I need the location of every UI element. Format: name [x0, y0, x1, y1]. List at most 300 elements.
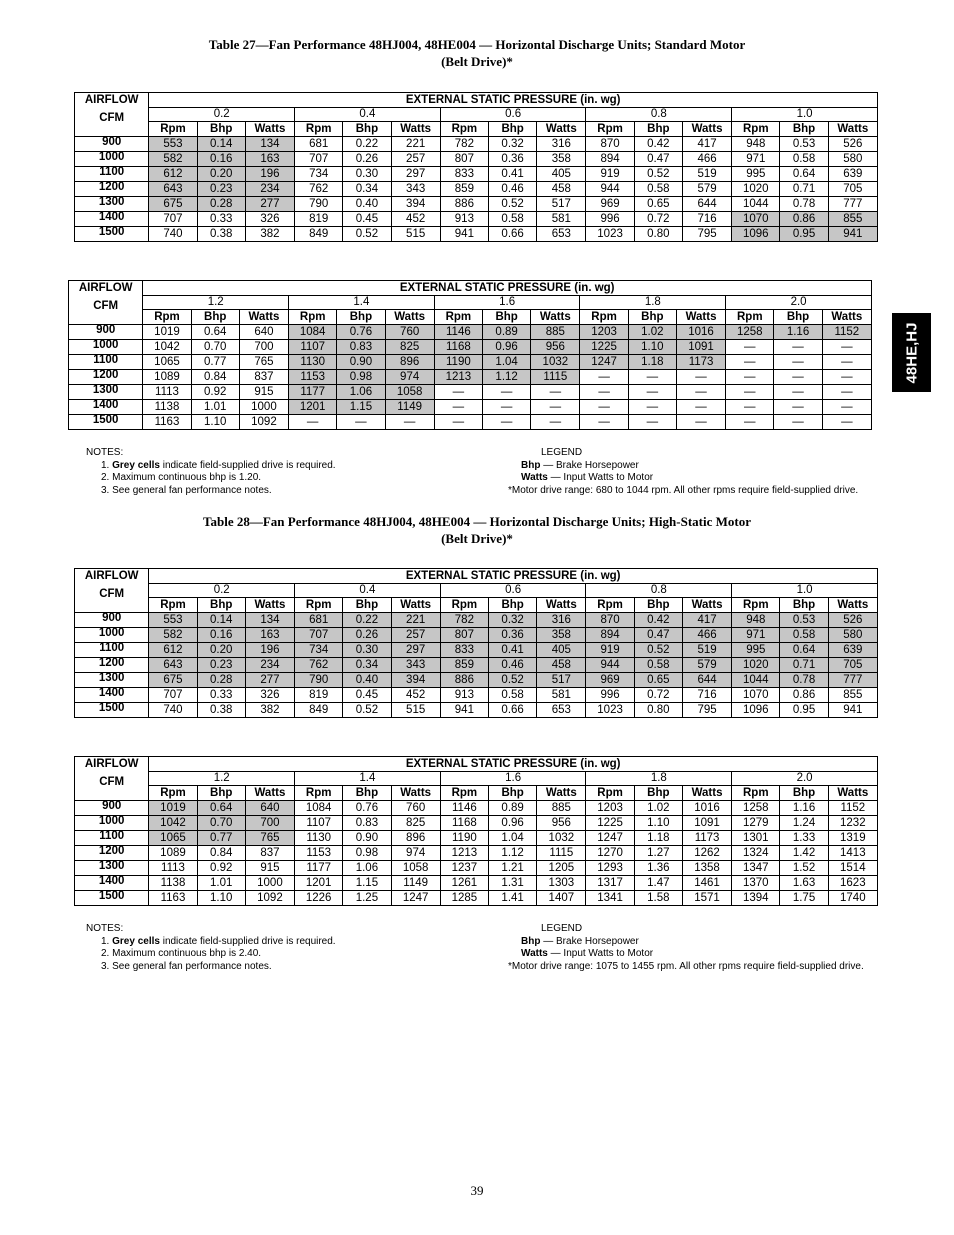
- pressure-row: [75, 108, 878, 122]
- table-cell: 859: [440, 658, 488, 673]
- table-cell: 1205: [537, 861, 586, 876]
- cfm-value: 1500: [75, 891, 149, 906]
- table-cell: 234: [245, 182, 294, 197]
- airflow-label: AIRFLOW: [69, 281, 143, 296]
- column-header: Watts: [537, 122, 586, 137]
- table-cell: 1.10: [197, 891, 245, 906]
- table-row: [69, 370, 872, 385]
- table-cell: —: [628, 370, 676, 385]
- table-cell: 0.45: [343, 212, 391, 227]
- table-cell: 519: [682, 643, 731, 658]
- table-cell: 1173: [682, 831, 731, 846]
- table-cell: 765: [245, 831, 294, 846]
- table-row: [75, 658, 878, 673]
- table-cell: 526: [828, 137, 877, 152]
- cfm-value: 1000: [75, 628, 149, 643]
- table-cell: 1091: [676, 340, 725, 355]
- table-cell: 1407: [537, 891, 586, 906]
- table-cell: 0.30: [343, 643, 391, 658]
- table-cell: 0.30: [343, 167, 391, 182]
- table-cell: 1.47: [634, 876, 682, 891]
- table28-notes: NOTES: 1. Grey cells indicate field-supplied drive is required. 2. Maximum continuous bhp is 2.40. 3. See general fan performance notes.: [86, 923, 336, 972]
- table-cell: 1065: [149, 831, 197, 846]
- table-cell: 1.63: [780, 876, 828, 891]
- table-cell: 0.20: [197, 167, 245, 182]
- table-cell: 0.38: [197, 227, 245, 242]
- table-cell: 782: [440, 613, 488, 628]
- table-cell: 297: [391, 167, 440, 182]
- table-cell: 707: [149, 688, 197, 703]
- table-cell: 458: [537, 658, 586, 673]
- column-header: Watts: [245, 122, 294, 137]
- table-cell: 221: [391, 613, 440, 628]
- table-cell: 807: [440, 628, 488, 643]
- table-cell: 1130: [289, 355, 337, 370]
- cfm-value: 1400: [75, 876, 149, 891]
- column-header-row: [75, 122, 878, 137]
- table-cell: 0.76: [343, 801, 391, 816]
- table-cell: —: [628, 400, 676, 415]
- table-cell: —: [531, 400, 580, 415]
- section-side-tab: 48HE,HJ: [892, 313, 931, 392]
- table-cell: 316: [537, 613, 586, 628]
- column-header: Rpm: [440, 122, 488, 137]
- column-header: Watts: [385, 310, 434, 325]
- pressure-header: 0.6: [440, 584, 586, 598]
- table-cell: 1.21: [489, 861, 537, 876]
- table-cell: 0.98: [337, 370, 385, 385]
- table-cell: 1019: [143, 325, 191, 340]
- table-cell: 0.34: [343, 658, 391, 673]
- table-cell: 1.10: [191, 415, 239, 430]
- table-cell: 1.33: [780, 831, 828, 846]
- table-cell: 582: [149, 628, 197, 643]
- table-row: [75, 167, 878, 182]
- column-header: Watts: [828, 786, 877, 801]
- table-cell: 837: [245, 846, 294, 861]
- table-cell: —: [289, 415, 337, 430]
- esp-header: EXTERNAL STATIC PRESSURE (in. wg): [143, 281, 872, 296]
- table-cell: 0.47: [634, 628, 682, 643]
- table-row: [75, 861, 878, 876]
- table-cell: 1000: [239, 400, 288, 415]
- table-cell: —: [726, 415, 774, 430]
- pressure-header: 0.4: [295, 584, 441, 598]
- table-cell: 458: [537, 182, 586, 197]
- table-cell: —: [726, 340, 774, 355]
- pressure-row: [75, 772, 878, 786]
- table-cell: 382: [245, 703, 294, 718]
- table-cell: 859: [440, 182, 488, 197]
- column-header: Bhp: [343, 786, 391, 801]
- column-header: Rpm: [586, 786, 634, 801]
- table-cell: 1.15: [337, 400, 385, 415]
- column-header: Rpm: [440, 786, 488, 801]
- table-cell: 1270: [586, 846, 634, 861]
- table-cell: 1341: [586, 891, 634, 906]
- cfm-label: CFM: [75, 108, 149, 137]
- table-cell: 1130: [295, 831, 343, 846]
- table-cell: 1138: [149, 876, 197, 891]
- table-cell: 0.14: [197, 613, 245, 628]
- table-cell: 0.45: [343, 688, 391, 703]
- table-row: [75, 801, 878, 816]
- table-cell: 0.41: [489, 167, 537, 182]
- table-cell: 653: [537, 227, 586, 242]
- table-cell: 948: [732, 613, 780, 628]
- table-cell: 0.98: [343, 846, 391, 861]
- table-cell: 1740: [828, 891, 877, 906]
- table-cell: 870: [586, 613, 634, 628]
- table-cell: 1146: [434, 325, 482, 340]
- table27-high-pressure: [68, 280, 872, 430]
- table-cell: 1089: [143, 370, 191, 385]
- table-cell: 1190: [440, 831, 488, 846]
- table-cell: 1461: [682, 876, 731, 891]
- table-cell: 1.18: [628, 355, 676, 370]
- table-cell: 681: [295, 137, 343, 152]
- table-cell: 0.90: [337, 355, 385, 370]
- table-cell: 1.16: [774, 325, 822, 340]
- table-cell: 257: [391, 152, 440, 167]
- column-header: Rpm: [295, 786, 343, 801]
- column-header: Bhp: [197, 122, 245, 137]
- table-cell: 1.31: [489, 876, 537, 891]
- table-cell: 0.46: [489, 658, 537, 673]
- table-cell: 0.42: [634, 137, 682, 152]
- header-row: [75, 93, 878, 108]
- table-cell: 1247: [586, 831, 634, 846]
- table-cell: 0.58: [634, 658, 682, 673]
- cfm-value: 1300: [75, 197, 149, 212]
- column-header: Watts: [391, 598, 440, 613]
- table-cell: 579: [682, 182, 731, 197]
- column-header-row: [75, 786, 878, 801]
- table-row: [69, 355, 872, 370]
- table-cell: 894: [586, 628, 634, 643]
- column-header: Rpm: [289, 310, 337, 325]
- table-cell: 1394: [732, 891, 780, 906]
- cfm-value: 1300: [75, 673, 149, 688]
- table-cell: —: [483, 400, 531, 415]
- pressure-header: 0.8: [586, 108, 732, 122]
- table-cell: 941: [828, 703, 877, 718]
- column-header: Bhp: [489, 598, 537, 613]
- table-cell: —: [676, 400, 725, 415]
- table-cell: 0.52: [634, 643, 682, 658]
- table-row: [75, 197, 878, 212]
- table-cell: 1201: [295, 876, 343, 891]
- table-cell: 0.84: [197, 846, 245, 861]
- column-header: Rpm: [143, 310, 191, 325]
- table-cell: 358: [537, 152, 586, 167]
- table-cell: 1413: [828, 846, 877, 861]
- table28-high-pressure: [74, 756, 878, 906]
- table-cell: 760: [391, 801, 440, 816]
- table-cell: 1190: [434, 355, 482, 370]
- table-cell: 1153: [295, 846, 343, 861]
- table-cell: 1163: [149, 891, 197, 906]
- cfm-value: 1100: [75, 167, 149, 182]
- table-cell: 1.75: [780, 891, 828, 906]
- table-cell: 1.16: [780, 801, 828, 816]
- table-cell: 1163: [143, 415, 191, 430]
- table-cell: 163: [245, 152, 294, 167]
- airflow-label: AIRFLOW: [75, 569, 149, 584]
- table-cell: 517: [537, 673, 586, 688]
- cfm-label: CFM: [75, 772, 149, 801]
- table27-title: Table 27—Fan Performance 48HJ004, 48HE004 — Horizontal Discharge Units; Standard Motor (Belt Drive)*: [208, 37, 746, 69]
- table28-low-pressure: [74, 568, 878, 718]
- table-cell: 1.02: [628, 325, 676, 340]
- table-cell: 1.01: [197, 876, 245, 891]
- table-cell: 1258: [732, 801, 780, 816]
- table-cell: 417: [682, 137, 731, 152]
- table-cell: 580: [828, 152, 877, 167]
- pressure-header: 2.0: [732, 772, 878, 786]
- table-cell: 1.12: [489, 846, 537, 861]
- table-cell: 762: [295, 182, 343, 197]
- table-cell: 0.72: [634, 688, 682, 703]
- column-header: Watts: [682, 786, 731, 801]
- table-cell: 870: [586, 137, 634, 152]
- table-cell: 1092: [245, 891, 294, 906]
- table-cell: 825: [385, 340, 434, 355]
- table-cell: 0.90: [343, 831, 391, 846]
- table-cell: 995: [732, 167, 780, 182]
- table-row: [75, 628, 878, 643]
- table-cell: —: [726, 385, 774, 400]
- table-cell: 1115: [531, 370, 580, 385]
- table-cell: 1152: [828, 801, 877, 816]
- table-cell: 644: [682, 197, 731, 212]
- column-header: Watts: [245, 786, 294, 801]
- table-cell: —: [676, 415, 725, 430]
- table-cell: —: [434, 385, 482, 400]
- table-cell: 1023: [586, 703, 634, 718]
- table-cell: 790: [295, 197, 343, 212]
- table-cell: 643: [149, 182, 197, 197]
- table-cell: 1.06: [337, 385, 385, 400]
- esp-header: EXTERNAL STATIC PRESSURE (in. wg): [149, 569, 878, 584]
- table-cell: 1091: [682, 816, 731, 831]
- cfm-value: 900: [69, 325, 143, 340]
- cfm-value: 1400: [75, 688, 149, 703]
- table-cell: 0.52: [343, 703, 391, 718]
- table-cell: 886: [440, 673, 488, 688]
- table-cell: 777: [828, 673, 877, 688]
- table-cell: 913: [440, 212, 488, 227]
- table-cell: 394: [391, 197, 440, 212]
- table-cell: 837: [239, 370, 288, 385]
- table-cell: 0.34: [343, 182, 391, 197]
- table-cell: 1084: [295, 801, 343, 816]
- table-cell: —: [774, 400, 822, 415]
- table-cell: 134: [245, 137, 294, 152]
- table-cell: —: [726, 370, 774, 385]
- table-cell: 639: [828, 643, 877, 658]
- column-header: Watts: [828, 598, 877, 613]
- table-row: [75, 227, 878, 242]
- pressure-header: 2.0: [726, 296, 872, 310]
- table-cell: 582: [149, 152, 197, 167]
- table-cell: 0.40: [343, 673, 391, 688]
- table-cell: 553: [149, 137, 197, 152]
- table-cell: 1044: [732, 673, 780, 688]
- table-cell: 297: [391, 643, 440, 658]
- table-cell: 134: [245, 613, 294, 628]
- cfm-value: 900: [75, 613, 149, 628]
- table-cell: 974: [391, 846, 440, 861]
- table-cell: 971: [732, 152, 780, 167]
- table-cell: —: [774, 415, 822, 430]
- table-cell: 1019: [149, 801, 197, 816]
- table-cell: 833: [440, 643, 488, 658]
- table-cell: 707: [295, 628, 343, 643]
- table-cell: 1152: [822, 325, 871, 340]
- table-cell: 941: [440, 227, 488, 242]
- column-header: Rpm: [149, 598, 197, 613]
- cfm-value: 1100: [75, 643, 149, 658]
- cfm-value: 1500: [75, 703, 149, 718]
- table-cell: 833: [440, 167, 488, 182]
- header-row: [75, 757, 878, 772]
- table28-legend: LEGEND Bhp — Brake Horsepower Watts — Input Watts to Motor *Motor drive range: 1075 to 1455 rpm. All other rpms require field-supplied drive.: [508, 923, 864, 972]
- table-cell: 1.36: [634, 861, 682, 876]
- column-header: Rpm: [580, 310, 628, 325]
- table-cell: 886: [440, 197, 488, 212]
- table-cell: 526: [828, 613, 877, 628]
- column-header: Bhp: [780, 786, 828, 801]
- table-cell: 0.41: [489, 643, 537, 658]
- table-cell: 1092: [239, 415, 288, 430]
- table-cell: 163: [245, 628, 294, 643]
- pressure-header: 1.0: [732, 584, 878, 598]
- table-cell: 1247: [580, 355, 628, 370]
- table-cell: 1065: [143, 355, 191, 370]
- table-cell: —: [434, 415, 482, 430]
- table-cell: 1.42: [780, 846, 828, 861]
- table-cell: 915: [239, 385, 288, 400]
- table-cell: 1020: [732, 658, 780, 673]
- page-number: 39: [470, 1183, 484, 1198]
- table-cell: —: [822, 415, 871, 430]
- column-header: Rpm: [440, 598, 488, 613]
- cfm-value: 1100: [69, 355, 143, 370]
- table-cell: 1000: [245, 876, 294, 891]
- table-cell: 1.12: [483, 370, 531, 385]
- table-cell: 653: [537, 703, 586, 718]
- cfm-value: 1200: [75, 658, 149, 673]
- table-cell: 956: [537, 816, 586, 831]
- table-cell: 0.71: [780, 182, 828, 197]
- table-cell: 855: [828, 212, 877, 227]
- table-cell: 1237: [440, 861, 488, 876]
- table27-notes: NOTES: 1. Grey cells indicate field-supplied drive is required. 2. Maximum continuous bhp is 1.20. 3. See general fan performance notes.: [86, 447, 336, 496]
- table-cell: 760: [385, 325, 434, 340]
- column-header: Rpm: [586, 122, 634, 137]
- column-header: Bhp: [780, 122, 828, 137]
- table-cell: 0.77: [191, 355, 239, 370]
- table-cell: 0.64: [780, 643, 828, 658]
- table-cell: 1.04: [489, 831, 537, 846]
- table-cell: —: [580, 415, 628, 430]
- table-cell: 1.15: [343, 876, 391, 891]
- table-cell: 0.66: [489, 227, 537, 242]
- table-cell: 234: [245, 658, 294, 673]
- table-cell: 1058: [385, 385, 434, 400]
- table-cell: 913: [440, 688, 488, 703]
- table-cell: 0.52: [634, 167, 682, 182]
- table-cell: 1020: [732, 182, 780, 197]
- table-cell: 0.46: [489, 182, 537, 197]
- column-header: Watts: [682, 598, 731, 613]
- table-cell: 643: [149, 658, 197, 673]
- table-cell: 894: [586, 152, 634, 167]
- table-cell: 675: [149, 673, 197, 688]
- pressure-row: [75, 584, 878, 598]
- table-cell: 640: [239, 325, 288, 340]
- cfm-value: 1000: [69, 340, 143, 355]
- cfm-value: 1500: [75, 227, 149, 242]
- table-cell: 579: [682, 658, 731, 673]
- table-cell: —: [822, 385, 871, 400]
- table-cell: 716: [682, 212, 731, 227]
- table-cell: 1232: [828, 816, 877, 831]
- table-cell: 326: [245, 212, 294, 227]
- table-cell: 1138: [143, 400, 191, 415]
- table-row: [69, 400, 872, 415]
- table-row: [69, 385, 872, 400]
- table-cell: 734: [295, 167, 343, 182]
- table-cell: 0.53: [780, 613, 828, 628]
- column-header: Watts: [391, 786, 440, 801]
- table-cell: 1319: [828, 831, 877, 846]
- table-cell: 1.04: [483, 355, 531, 370]
- table-cell: 1084: [289, 325, 337, 340]
- column-header: Watts: [531, 310, 580, 325]
- table-cell: 0.83: [343, 816, 391, 831]
- table-cell: 358: [537, 628, 586, 643]
- column-header: Bhp: [337, 310, 385, 325]
- table-cell: 1514: [828, 861, 877, 876]
- table-cell: 1032: [537, 831, 586, 846]
- table-row: [75, 876, 878, 891]
- table-cell: 0.65: [634, 197, 682, 212]
- table-cell: 1153: [289, 370, 337, 385]
- table-cell: 1115: [537, 846, 586, 861]
- table-cell: 0.80: [634, 227, 682, 242]
- table-cell: 1.27: [634, 846, 682, 861]
- table-cell: 941: [440, 703, 488, 718]
- table-cell: 0.71: [780, 658, 828, 673]
- table-cell: 0.95: [780, 227, 828, 242]
- table-cell: 1107: [295, 816, 343, 831]
- table-cell: 0.64: [197, 801, 245, 816]
- pressure-header: 0.6: [440, 108, 586, 122]
- table-cell: 819: [295, 212, 343, 227]
- column-header: Rpm: [149, 122, 197, 137]
- table-cell: 777: [828, 197, 877, 212]
- column-header: Bhp: [780, 598, 828, 613]
- table-cell: 974: [385, 370, 434, 385]
- pressure-header: 1.8: [586, 772, 732, 786]
- table-cell: 0.58: [489, 212, 537, 227]
- table-cell: 0.42: [634, 613, 682, 628]
- table-cell: 0.20: [197, 643, 245, 658]
- table-cell: 0.89: [489, 801, 537, 816]
- table-cell: 1623: [828, 876, 877, 891]
